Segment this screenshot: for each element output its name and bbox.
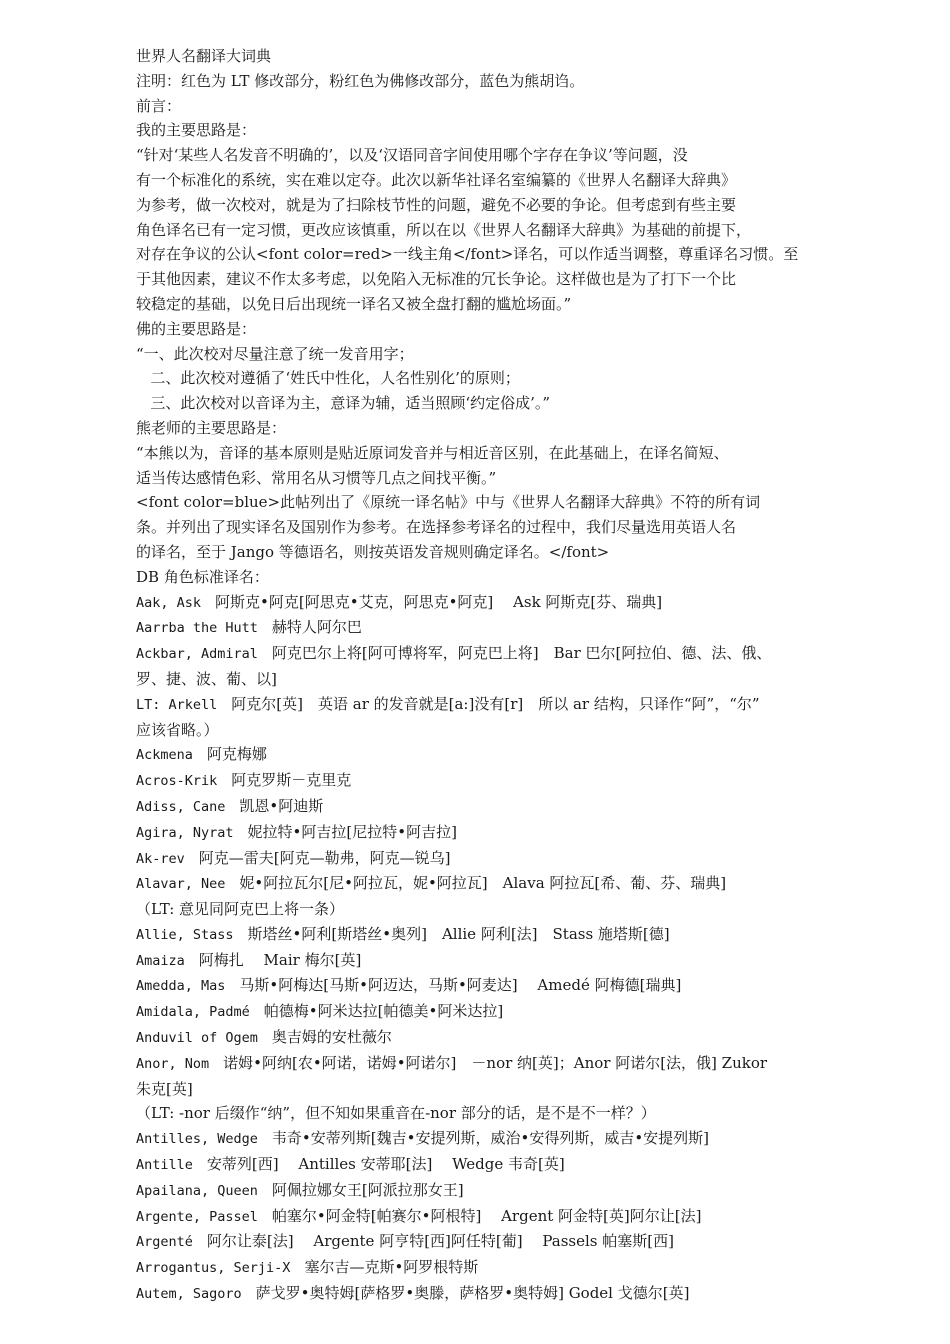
entry-original-name: Ak-rev: [136, 850, 185, 867]
entry-translation: 帕德梅•阿米达拉[帕德美•阿米达拉]: [263, 1002, 504, 1021]
entry-original-name: Antilles, Wedge: [136, 1131, 258, 1148]
entry-translation: 奥吉姆的安杜薇尔: [271, 1028, 392, 1047]
entry-original-name: LT: Arkell: [136, 696, 218, 713]
name-entry: [136, 1101, 820, 1126]
name-entry: [136, 1126, 820, 1152]
entry-original-name: Allie, Stass: [136, 926, 234, 943]
name-entry: [136, 692, 820, 718]
fo-idea-heading: 佛的主要思路是：: [136, 319, 257, 338]
name-entry-continuation: 应该省略。）: [136, 720, 219, 739]
entry-original-name: Anduvil of Ogem: [136, 1030, 258, 1047]
name-entry: [136, 999, 820, 1025]
entry-original-name: Amedda, Mas: [136, 978, 226, 995]
name-entry-list: [136, 590, 820, 1307]
entry-translation: 塞尔吉—克斯•阿罗根特斯: [304, 1258, 479, 1277]
name-entry: [136, 1152, 820, 1178]
fo-idea-line: 二、此次校对遵循了‘姓氏中性化，人名性别化’的原则；: [136, 369, 520, 388]
name-entry: [136, 1229, 820, 1255]
entry-original-name: Acros-Krik: [136, 773, 218, 790]
my-idea-line: 有一个标准化的系统，实在难以定夺。此次以新华社译名室编纂的《世界人名翻译大辞典》: [136, 170, 737, 189]
my-idea-line: “针对‘某些人名发音不明确的’，以及‘汉语同音字间使用哪个字存在争议’等问题，没: [136, 146, 688, 165]
entry-translation: 赫特人阿尔巴: [271, 618, 362, 637]
preface-heading: 前言：: [136, 96, 182, 115]
name-entry: [136, 742, 820, 768]
name-entry: [136, 820, 820, 846]
entry-original-name: Autem, Sagoro: [136, 1286, 242, 1303]
entry-original-name: Ackbar, Admiral: [136, 646, 258, 663]
name-entry: [136, 922, 820, 948]
name-entry-continuation: （LT: 意见同阿克巴上将一条）: [136, 900, 345, 919]
entry-translation: 帕塞尔•阿金特[帕赛尔•阿根特] Argent 阿金特[英]阿尔让[法]: [271, 1206, 702, 1225]
entry-original-name: Agira, Nyrat: [136, 824, 234, 841]
entry-translation: 安蒂列[西] Antilles 安蒂耶[法] Wedge 韦奇[英]: [206, 1155, 565, 1174]
color-note: 注明：红色为 LT 修改部分，粉红色为佛修改部分，蓝色为熊胡诌。: [136, 71, 585, 90]
entry-original-name: Apailana, Queen: [136, 1182, 258, 1199]
entry-translation: 萨戈罗•奥特姆[萨格罗•奥滕，萨格罗•奥特姆] Godel 戈德尔[英]: [255, 1284, 690, 1303]
my-idea-line: 于其他因素，建议不作太多考虑，以免陷入无标准的冗长争论。这样做也是为了打下一个比: [136, 270, 737, 289]
xiong-idea-heading: 熊老师的主要思路是：: [136, 418, 287, 437]
name-entry-continuation: 朱克[英]: [136, 1079, 193, 1098]
entry-translation: 阿尔让泰[法] Argente 阿亨特[西]阿任特[葡] Passels 帕塞斯[西]: [206, 1232, 674, 1251]
entry-original-name: Amidala, Padmé: [136, 1004, 250, 1021]
entry-translation: 凯恩•阿迪斯: [239, 796, 324, 815]
entry-translation: 妮拉特•阿吉拉[尼拉特•阿吉拉]: [247, 822, 457, 841]
fo-idea-line: “一、此次校对尽量注意了统一发音用字；: [136, 344, 414, 363]
entry-translation: 妮•阿拉瓦尔[尼•阿拉瓦，妮•阿拉瓦] Alava 阿拉瓦[希、葡、芬、瑞典]: [239, 874, 727, 893]
xiong-idea-line: “本熊以为，音译的基本原则是贴近原词发音并与相近音区别，在此基础上，在译名简短、: [136, 443, 729, 462]
name-entry: [136, 871, 820, 897]
entry-original-name: Anor, Nom: [136, 1055, 210, 1072]
xiong-idea-line: 适当传达感情色彩、常用名从习惯等几点之间找平衡。”: [136, 468, 497, 487]
blue-note-line: <font color=blue>此帖列出了《原统一译名帖》中与《世界人名翻译大辞典》不符的所有词: [136, 493, 761, 512]
name-entry: [136, 1255, 820, 1281]
name-entry: [136, 1178, 820, 1204]
name-entry: [136, 1204, 820, 1230]
name-entry: [136, 641, 820, 667]
entry-translation: 阿克—雷夫[阿克—勒弗，阿克—锐乌]: [198, 848, 451, 867]
entry-translation: 阿斯克•阿克[阿思克•艾克，阿思克•阿克] Ask 阿斯克[芬、瑞典]: [215, 592, 663, 611]
entry-original-name: Adiss, Cane: [136, 798, 226, 815]
fo-idea-line: 三、此次校对以音译为主，意译为辅，适当照顾‘约定俗成’。”: [136, 394, 551, 413]
name-entry: [136, 1281, 820, 1307]
entry-translation: 阿佩拉娜女王[阿派拉那女王]: [271, 1180, 464, 1199]
entry-original-name: Argenté: [136, 1234, 193, 1251]
name-entry: [136, 768, 820, 794]
entry-original-name: Argente, Passel: [136, 1208, 258, 1225]
entry-translation: 阿克梅娜: [206, 745, 267, 764]
name-entry: [136, 615, 820, 641]
my-idea-heading: 我的主要思路是：: [136, 121, 257, 140]
entry-original-name: Arrogantus, Serji-X: [136, 1260, 291, 1277]
blue-note-line: 条。并列出了现实译名及国别作为参考。在选择参考译名的过程中，我们尽量选用英语人名: [136, 518, 737, 537]
document-page: [136, 44, 820, 1307]
entry-original-name: Antille: [136, 1157, 193, 1174]
entry-original-name: Alavar, Nee: [136, 876, 226, 893]
entry-translation: 阿梅扎 Mair 梅尔[英]: [198, 950, 362, 969]
entry-translation: 诺姆•阿纳[农•阿诺，诺姆•阿诺尔] －nor 纳[英]；Anor 阿诺尔[法，俄] Zukor: [223, 1053, 768, 1072]
entry-translation: 韦奇•安蒂列斯[魏吉•安提列斯，威治•安得列斯，威吉•安提列斯]: [271, 1129, 710, 1148]
name-entry: [136, 948, 820, 974]
my-idea-line: 较稳定的基础，以免日后出现统一译名又被全盘打翻的尴尬场面。”: [136, 294, 572, 313]
my-idea-line: 角色译名已有一定习惯，更改应该慎重，所以在以《世界人名翻译大辞典》为基础的前提下，: [136, 220, 752, 239]
name-entry: [136, 794, 820, 820]
entry-original-name: Ackmena: [136, 747, 193, 764]
blue-note-line: 的译名，至于 Jango 等德语名，则按英语发音规则确定译名。</font>: [136, 542, 610, 561]
entry-translation: （LT: -nor 后缀作“纳”，但不知如果重音在-nor 部分的话，是不是不一样？）: [136, 1104, 656, 1123]
name-entry: [136, 846, 820, 872]
name-entry: [136, 590, 820, 616]
name-entry: [136, 973, 820, 999]
name-entry: [136, 1025, 820, 1051]
entry-original-name: Aarrba the Hutt: [136, 620, 258, 637]
db-names-heading: DB 角色标准译名：: [136, 567, 269, 586]
entry-original-name: Amaiza: [136, 952, 185, 969]
entry-translation: 阿克罗斯－克里克: [231, 771, 352, 790]
entry-translation: 阿克尔[英] 英语 ar 的发音就是[a:]没有[r] 所以 ar 结构，只译作“阿”，“尔”: [231, 694, 760, 713]
entry-translation: 马斯•阿梅达[马斯•阿迈达，马斯•阿麦达] Amedé 阿梅德[瑞典]: [239, 976, 682, 995]
my-idea-line: 为参考，做一次校对，就是为了扫除枝节性的问题，避免不必要的争论。但考虑到有些主要: [136, 195, 737, 214]
name-entry-continuation: 罗、捷、波、葡、以]: [136, 669, 277, 688]
name-entry: [136, 1051, 820, 1077]
entry-translation: 斯塔丝•阿利[斯塔丝•奥列] Allie 阿利[法] Stass 施塔斯[德]: [247, 924, 670, 943]
entry-translation: 阿克巴尔上将[阿可博将军，阿克巴上将] Bar 巴尔[阿拉伯、德、法、俄、: [271, 644, 772, 663]
my-idea-line: 对存在争议的公认<font color=red>一线主角</font>译名，可以作适当调整，尊重译名习惯。至: [136, 245, 799, 264]
document-title: 世界人名翻译大词典: [136, 47, 272, 65]
entry-original-name: Aak, Ask: [136, 594, 202, 611]
